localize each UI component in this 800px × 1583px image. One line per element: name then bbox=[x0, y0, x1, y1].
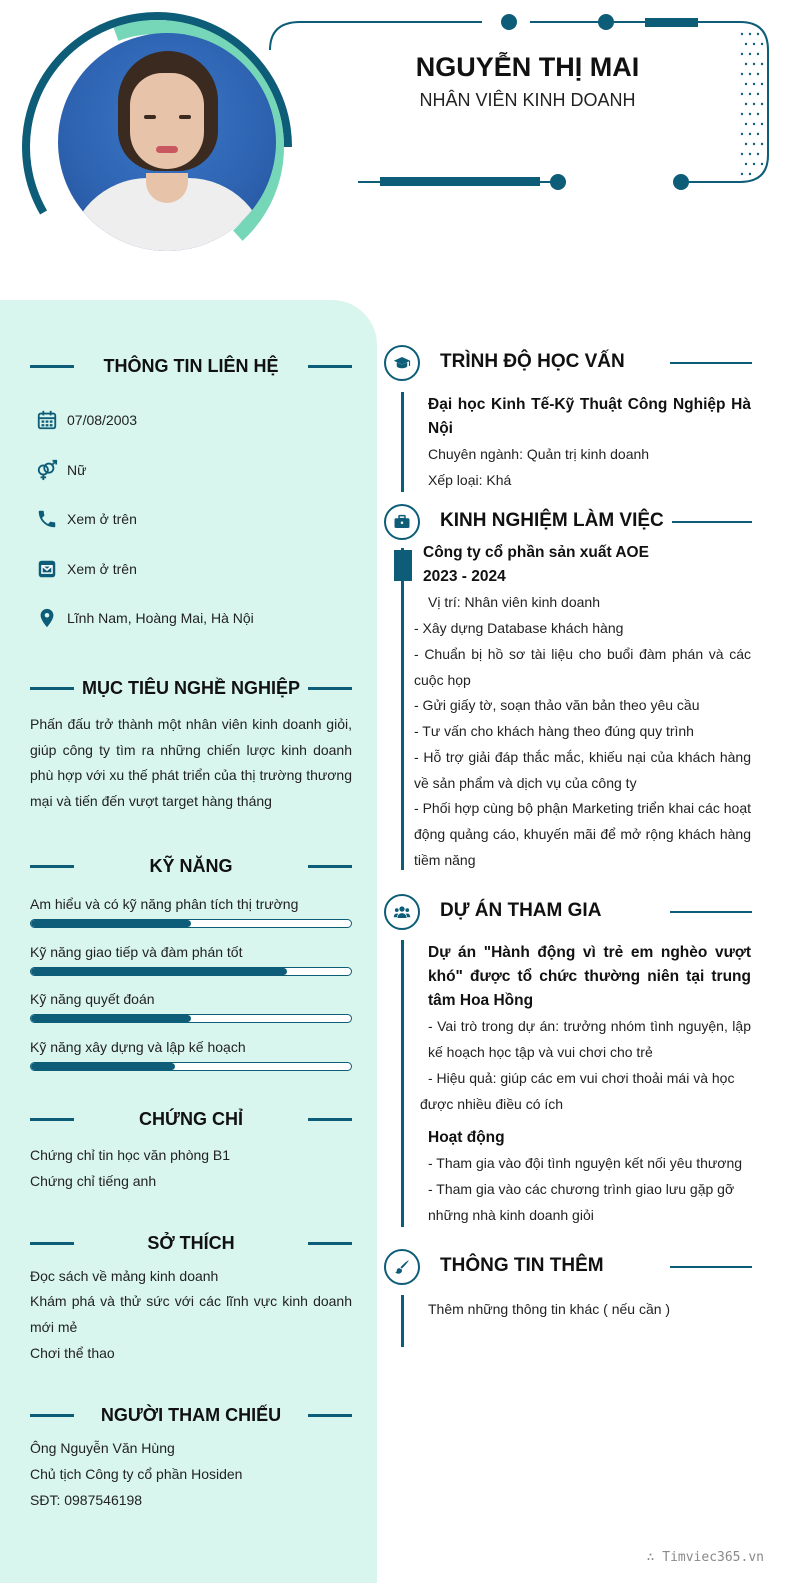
contact-heading: THÔNG TIN LIÊN HỆ bbox=[30, 354, 352, 378]
hobby-item: Đọc sách về mảng kinh doanh bbox=[30, 1268, 219, 1284]
contact-phone bbox=[36, 508, 137, 530]
phone-text: Xem ở trên bbox=[67, 511, 137, 527]
references-heading: NGƯỜI THAM CHIẾU bbox=[30, 1403, 352, 1427]
skill-bar-fill bbox=[31, 1063, 175, 1070]
skill-bar bbox=[30, 967, 352, 976]
education-major: Chuyên ngành: Quản trị kinh doanh bbox=[428, 446, 650, 462]
skill-bar bbox=[30, 919, 352, 928]
education-heading bbox=[384, 345, 752, 383]
location-icon bbox=[36, 607, 58, 629]
projects-heading bbox=[384, 894, 752, 932]
timeline-line bbox=[401, 940, 404, 1227]
activities-title: Hoạt động bbox=[428, 1129, 505, 1146]
project-title: Dự án "Hành động vì trẻ em nghèo vượt khó" được tổ chức thường niên tại trung tâm Hoa Hồng bbox=[428, 944, 751, 1009]
experience-heading bbox=[384, 504, 752, 542]
brush-icon bbox=[393, 1258, 411, 1276]
duty-item: - Gửi giấy tờ, soạn thảo văn bản theo yêu cầu bbox=[414, 697, 700, 713]
education-grade: Xếp loại: Khá bbox=[428, 472, 512, 488]
skills-heading: KỸ NĂNG bbox=[30, 854, 352, 878]
skill-bar-fill bbox=[31, 1015, 191, 1022]
duty-item: - Phối hợp cùng bộ phận Marketing triển khai các hoạt động quảng cáo, khuyến mãi để mở rộng khách hàng tiềm năng bbox=[414, 800, 751, 868]
duty-item: - Chuẩn bị hồ sơ tài liệu cho buổi đàm phán và các cuộc họp bbox=[414, 646, 751, 688]
phone-icon bbox=[36, 508, 58, 530]
objective-heading: MỤC TIÊU NGHỀ NGHIỆP bbox=[30, 676, 352, 700]
gender-icon bbox=[36, 459, 58, 481]
reference-position: Chủ tịch Công ty cổ phần Hosiden bbox=[30, 1466, 243, 1482]
skill-bar-fill bbox=[31, 920, 191, 927]
candidate-name: NGUYỄN THỊ MAI bbox=[415, 52, 640, 82]
duty-item: - Xây dựng Database khách hàng bbox=[414, 620, 624, 636]
graduation-cap-icon bbox=[393, 354, 411, 372]
dob-text: 07/08/2003 bbox=[67, 412, 138, 428]
email-icon bbox=[36, 558, 58, 580]
watermark: ∴ Timviec365.vn bbox=[646, 1550, 764, 1565]
certificate-item: Chứng chỉ tiếng anh bbox=[30, 1173, 157, 1189]
calendar-icon bbox=[36, 409, 58, 431]
extra-text: Thêm những thông tin khác ( nếu cần ) bbox=[428, 1301, 671, 1317]
skill-label: Kỹ năng xây dựng và lập kế hoạch bbox=[30, 1039, 246, 1055]
users-icon bbox=[393, 903, 411, 921]
project-role: - Vai trò trong dự án: trưởng nhóm tình nguyện, lập kế hoạch học tập và vui chơi cho trẻ bbox=[428, 1018, 751, 1060]
skill-bar bbox=[30, 1014, 352, 1023]
timeline-line bbox=[401, 548, 404, 870]
skill-label: Kỹ năng quyết đoán bbox=[30, 991, 155, 1007]
skill-label: Kỹ năng giao tiếp và đàm phán tốt bbox=[30, 944, 243, 960]
contact-email bbox=[36, 558, 137, 580]
experience-title: KINH NGHIỆM LÀM VIỆC bbox=[440, 510, 664, 531]
hobby-item: Chơi thể thao bbox=[30, 1345, 115, 1361]
certificates-heading: CHỨNG CHỈ bbox=[30, 1107, 352, 1131]
briefcase-icon bbox=[393, 513, 411, 531]
hobby-item: Khám phá và thử sức với các lĩnh vực kinh doanh mới mẻ bbox=[30, 1293, 352, 1335]
job-title: NHÂN VIÊN KINH DOANH bbox=[419, 90, 636, 110]
activity-item: - Tham gia vào đội tình nguyện kết nối yêu thương bbox=[428, 1155, 743, 1171]
company-name: Công ty cổ phần sản xuất AOE bbox=[423, 544, 649, 561]
school-name: Đại học Kinh Tế-Kỹ Thuật Công Nghiệp Hà Nội bbox=[428, 396, 751, 437]
reference-name: Ông Nguyễn Văn Hùng bbox=[30, 1440, 175, 1456]
certificate-item: Chứng chỉ tin học văn phòng B1 bbox=[30, 1147, 231, 1163]
skill-label: Am hiểu và có kỹ năng phân tích thị trường bbox=[30, 896, 299, 912]
skill-bar-fill bbox=[31, 968, 287, 975]
timeline-line bbox=[401, 392, 404, 492]
project-result: - Hiệu quả: giúp các em vui chơi thoải mái và học được nhiều điều có ích bbox=[420, 1070, 735, 1112]
projects-title: DỰ ÁN THAM GIA bbox=[440, 900, 602, 921]
work-position: Vị trí: Nhân viên kinh doanh bbox=[428, 594, 600, 610]
profile-photo bbox=[20, 18, 295, 293]
gender-text: Nữ bbox=[67, 462, 87, 478]
reference-phone: SĐT: 0987546198 bbox=[30, 1492, 143, 1508]
contact-dob bbox=[36, 409, 137, 431]
hobbies-heading: SỞ THÍCH bbox=[30, 1231, 352, 1255]
timeline-line bbox=[401, 1295, 404, 1347]
contact-gender bbox=[36, 459, 86, 481]
extra-title: THÔNG TIN THÊM bbox=[440, 1255, 604, 1276]
activity-item: - Tham gia vào các chương trình giao lưu gặp gỡ những nhà kinh doanh giỏi bbox=[428, 1181, 735, 1223]
skill-bar bbox=[30, 1062, 352, 1071]
avatar bbox=[58, 33, 276, 251]
duty-item: - Hỗ trợ giải đáp thắc mắc, khiếu nại của khách hàng về sản phẩm và dịch vụ của công ty bbox=[414, 749, 751, 791]
timeline-marker bbox=[394, 550, 412, 581]
objective-text: Phấn đấu trở thành một nhân viên kinh doanh giỏi, giúp công ty tìm ra những chiến lược kinh doanh phù hợp với xu thế phát triển của thị trường thương mại và tiến đến vượt target hàng tháng bbox=[30, 716, 352, 809]
education-title: TRÌNH ĐỘ HỌC VẤN bbox=[440, 351, 625, 372]
work-period: 2023 - 2024 bbox=[423, 568, 506, 585]
duty-item: - Tư vấn cho khách hàng theo đúng quy trình bbox=[414, 723, 694, 739]
email-text: Xem ở trên bbox=[67, 561, 137, 577]
contact-address bbox=[36, 607, 254, 629]
left-column bbox=[0, 300, 377, 1583]
extra-heading bbox=[384, 1249, 752, 1287]
address-text: Lĩnh Nam, Hoàng Mai, Hà Nội bbox=[67, 610, 254, 626]
